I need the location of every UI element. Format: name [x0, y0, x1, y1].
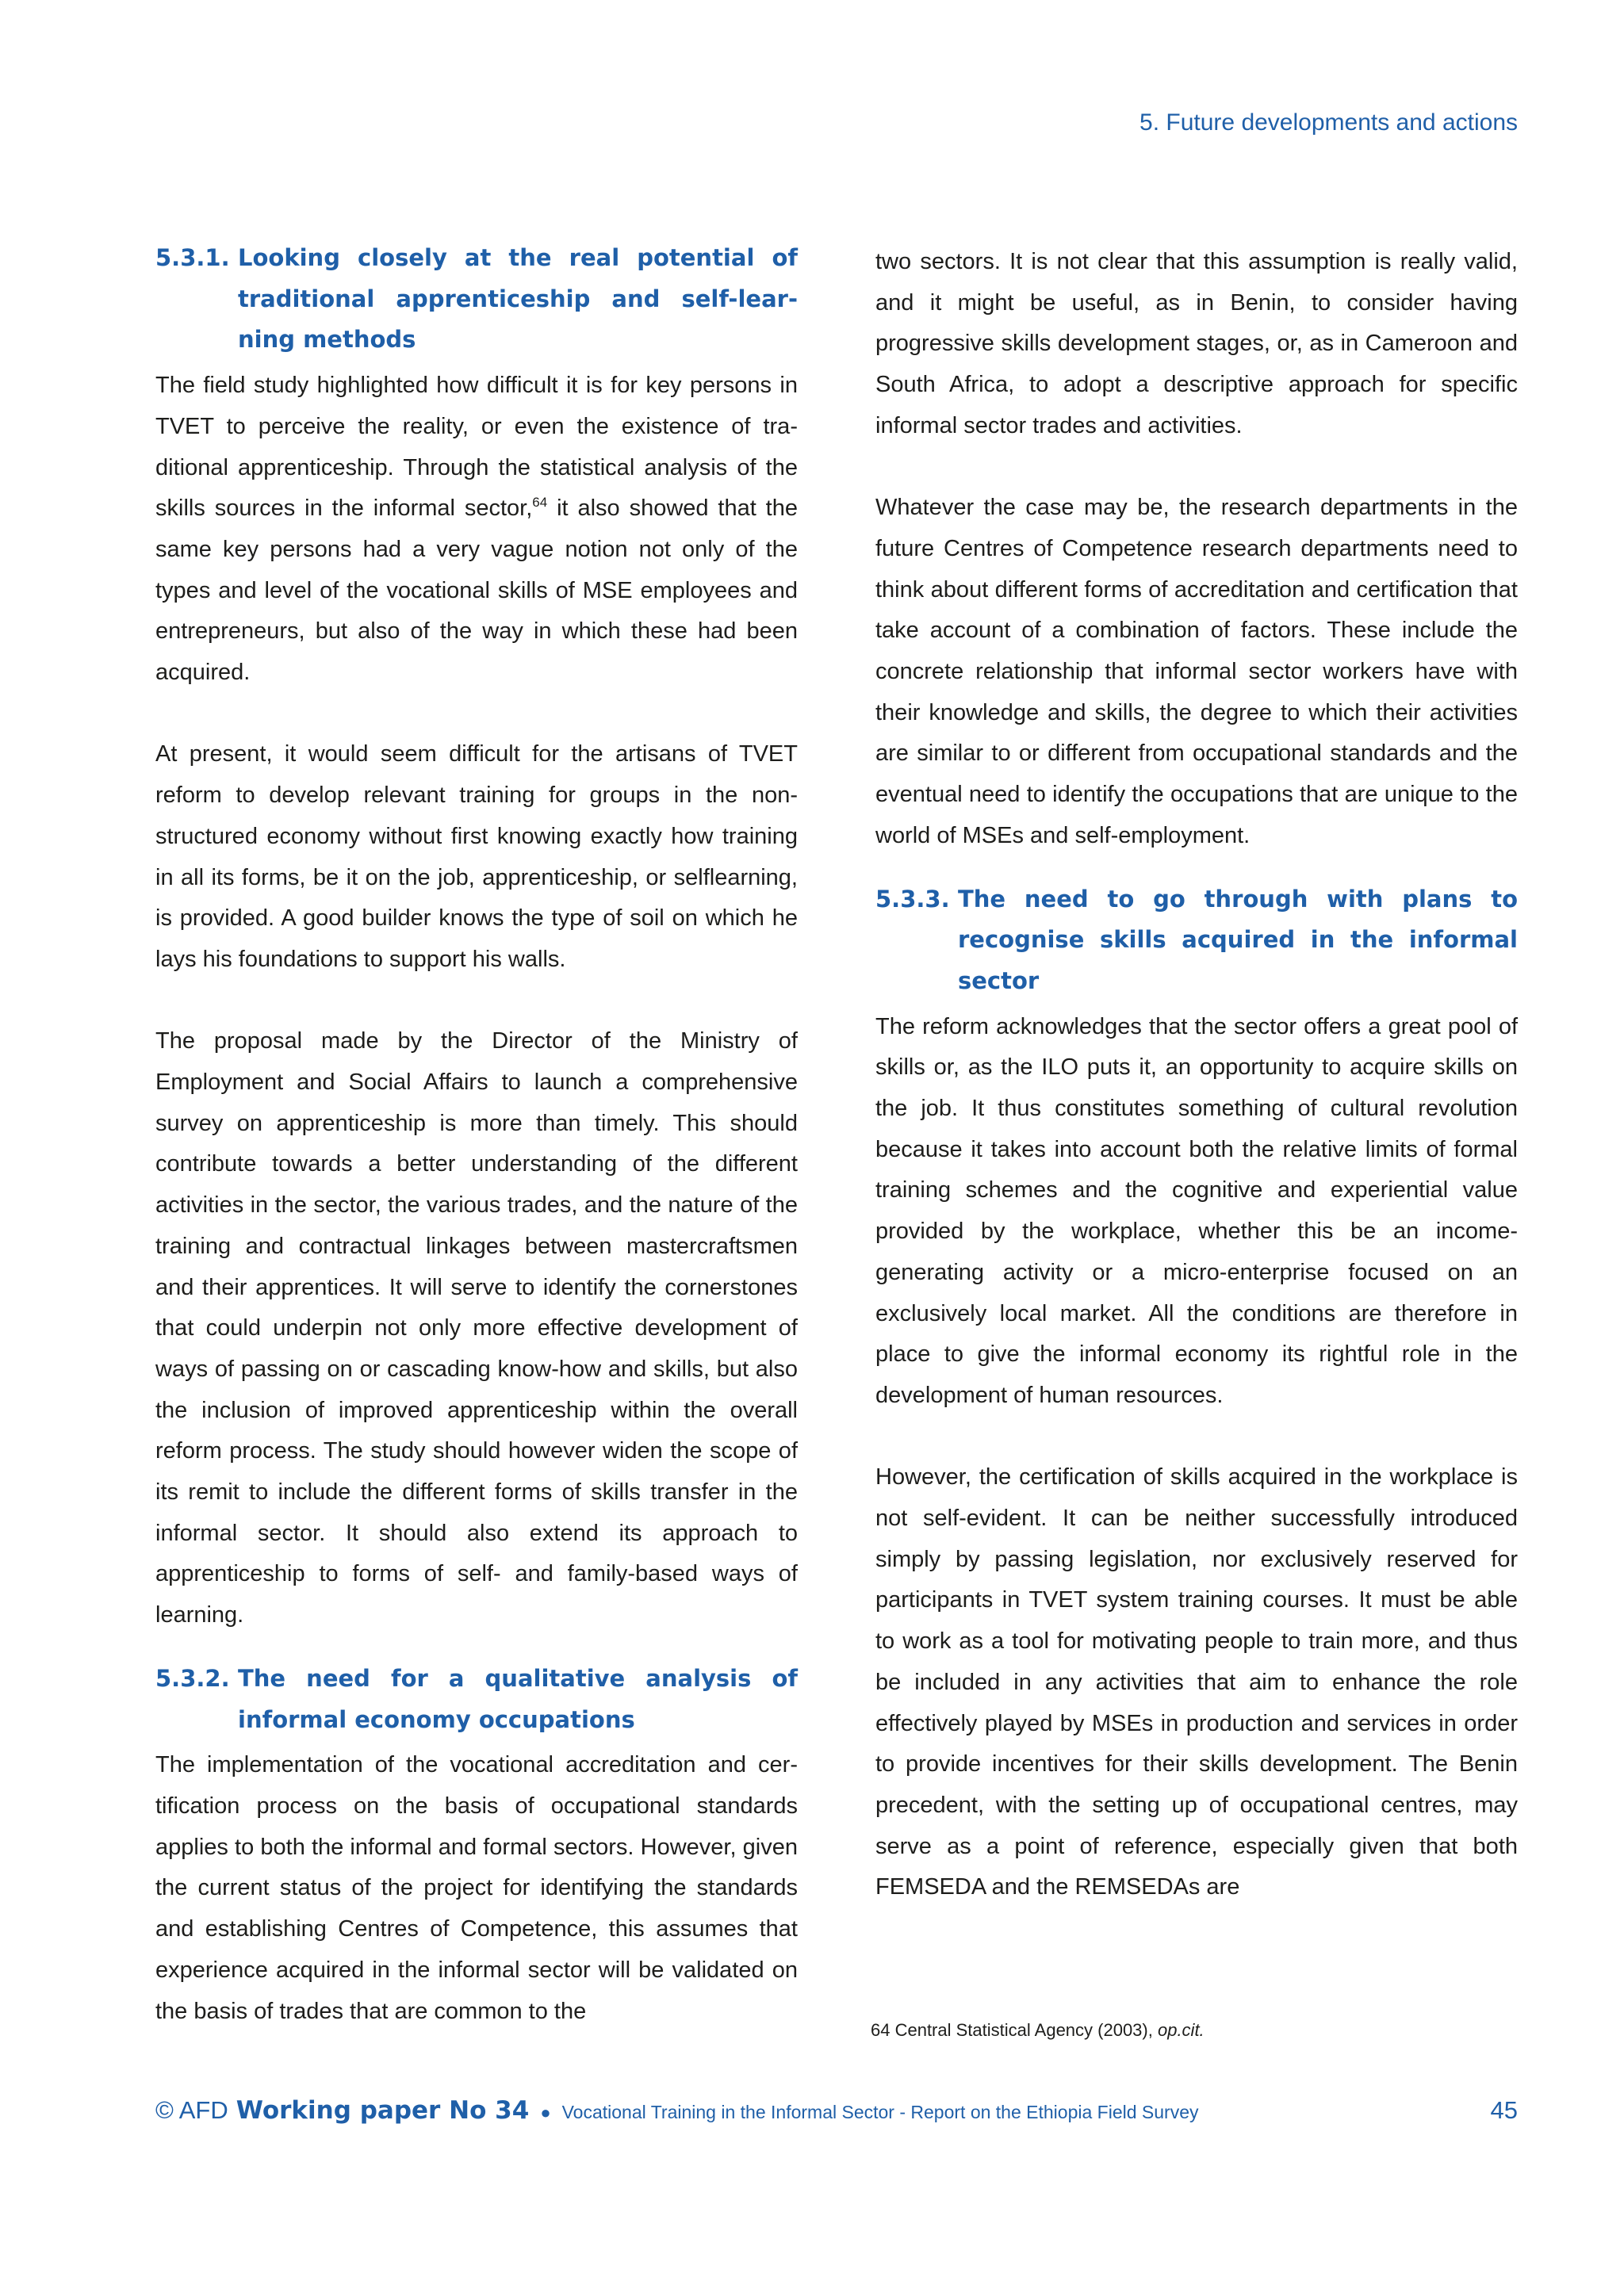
section-title: The need to go through with plans to recognise skills acquired in the informal sector [958, 885, 1518, 994]
section-number: 5.3.2. [155, 1664, 230, 1692]
section-title: Looking closely at the real potential of traditional apprenticeship and self-learning methods [238, 244, 798, 354]
paragraph-text-cont: it also showed that the same key persons had a very vague notion not only of the types and level of the vocational skills of MSE employees and entrepreneurs, but also of the way in which these had been acquired. [155, 496, 798, 686]
footnote [871, 2020, 1205, 2041]
page-number: 45 [1490, 2096, 1518, 2124]
footnote-reference: 64 [532, 495, 548, 511]
paragraph: Whatever the case may be, the research departments in the future Centres of Competence research departments need to think about different forms of accreditation and certification that take account of a combination of factors. These include the concrete relationship that informal sector workers have with their knowledge and skills, the degree to which their activities are similar to or different from occupational standards and the eventual need to identify the occupations that are unique to the world of MSEs and self-employment. [875, 495, 1518, 848]
footer-copyright: © AFD [155, 2096, 228, 2124]
section-heading-5-3-2 [155, 1659, 798, 1740]
section-number: 5.3.3. [875, 885, 950, 913]
paragraph: The implementation of the vocational accreditation and certification process on the basis of occupational standards applies to both the informal and formal sectors. However, given the current status of the project for identifying the standards and establishing Centres of Competence, this assumes that experience acquired in the informal sector will be validated on the basis of trades that are common to the [155, 1752, 798, 2024]
footer-bullet: ● [540, 2103, 551, 2122]
page-footer [155, 2096, 1518, 2125]
paragraph: At present, it would seem difficult for the artisans of TVET reform to develop relevant training for groups in the nonstructured economy without first knowing exactly how training in all its forms, be it on the job, apprenticeship, or selflearning, is provided. A good builder knows the type of soil on which he lays his foundations to support his walls. [155, 741, 798, 972]
paragraph: two sectors. It is not clear that this assumption is really valid, and it might be useful, as in Benin, to consider having progressive skills development stages, or, as in Cameroon and South Africa, to adopt a descriptive approach for specific informal sector trades and activities. [875, 249, 1518, 438]
footer-series-title: Working paper No 34 [236, 2096, 530, 2125]
footer-subtitle: Vocational Training in the Informal Sector - Report on the Ethiopia Field Survey [561, 2102, 1199, 2122]
paragraph: The reform acknowledges that the sector offers a great pool of skills or, as the ILO puts it, an opportunity to acquire skills on the job. It thus constitutes something of cultural revolution because it takes into account both the relative limits of formal training schemes and the cognitive and experiential value provided by the workplace, whether this be an income-generating activity or a micro-enterprise focused on an exclusively local market. All the conditions are therefore in place to give the informal economy its rightful role in the development of human resources. [875, 1013, 1518, 1408]
section-heading-5-3-1 [155, 238, 798, 361]
footnote-italic: op.cit. [1157, 2020, 1205, 2040]
paragraph [155, 365, 798, 694]
section-heading-5-3-3 [875, 879, 1518, 1002]
paragraph: However, the certification of skills acquired in the workplace is not self-evident. It can be neither successfully introduced simply by passing legislation, nor exclusively reserved for participants in TVET system training courses. It must be able to work as a tool for motivating people to train more, and thus be included in any activities that aim to enhance the role effectively played by MSEs in production and services in order to provide incentives for their skills development. The Benin precedent, with the setting up of occupational centres, may serve as a point of reference, especially given that both FEMSEDA and the REMSEDAs are [875, 1464, 1518, 1900]
paragraph-text: The field study highlighted how difficult it is for key persons in TVET to perceive the reality, or even the existence of traditional apprenticeship. Through the statistical analysis of the skills sources in the informal sector, [155, 373, 798, 522]
left-column [155, 238, 798, 2073]
section-number: 5.3.1. [155, 244, 230, 271]
section-title: The need for a qualitative analysis of informal economy occupations [238, 1664, 798, 1733]
footnote-text: 64 Central Statistical Agency (2003), [871, 2020, 1158, 2040]
paragraph: The proposal made by the Director of the Ministry of Employment and Social Affairs to launch a comprehensive survey on apprenticeship is more than timely. This should contribute towards a better understanding of the different activities in the sector, the various trades, and the nature of the training and contractual linkages between mastercraftsmen and their apprentices. It will serve to identify the cornerstones that could underpin not only more effective development of ways of passing on or cascading know-how and skills, but also the inclusion of improved apprenticeship within the overall reform process. The study should however widen the scope of its remit to include the different forms of skills transfer in the informal sector. It should also extend its approach to apprenticeship to forms of self- and family-based ways of learning. [155, 1028, 798, 1628]
running-head: 5. Future developments and actions [1139, 109, 1518, 136]
right-column [875, 242, 1518, 1950]
